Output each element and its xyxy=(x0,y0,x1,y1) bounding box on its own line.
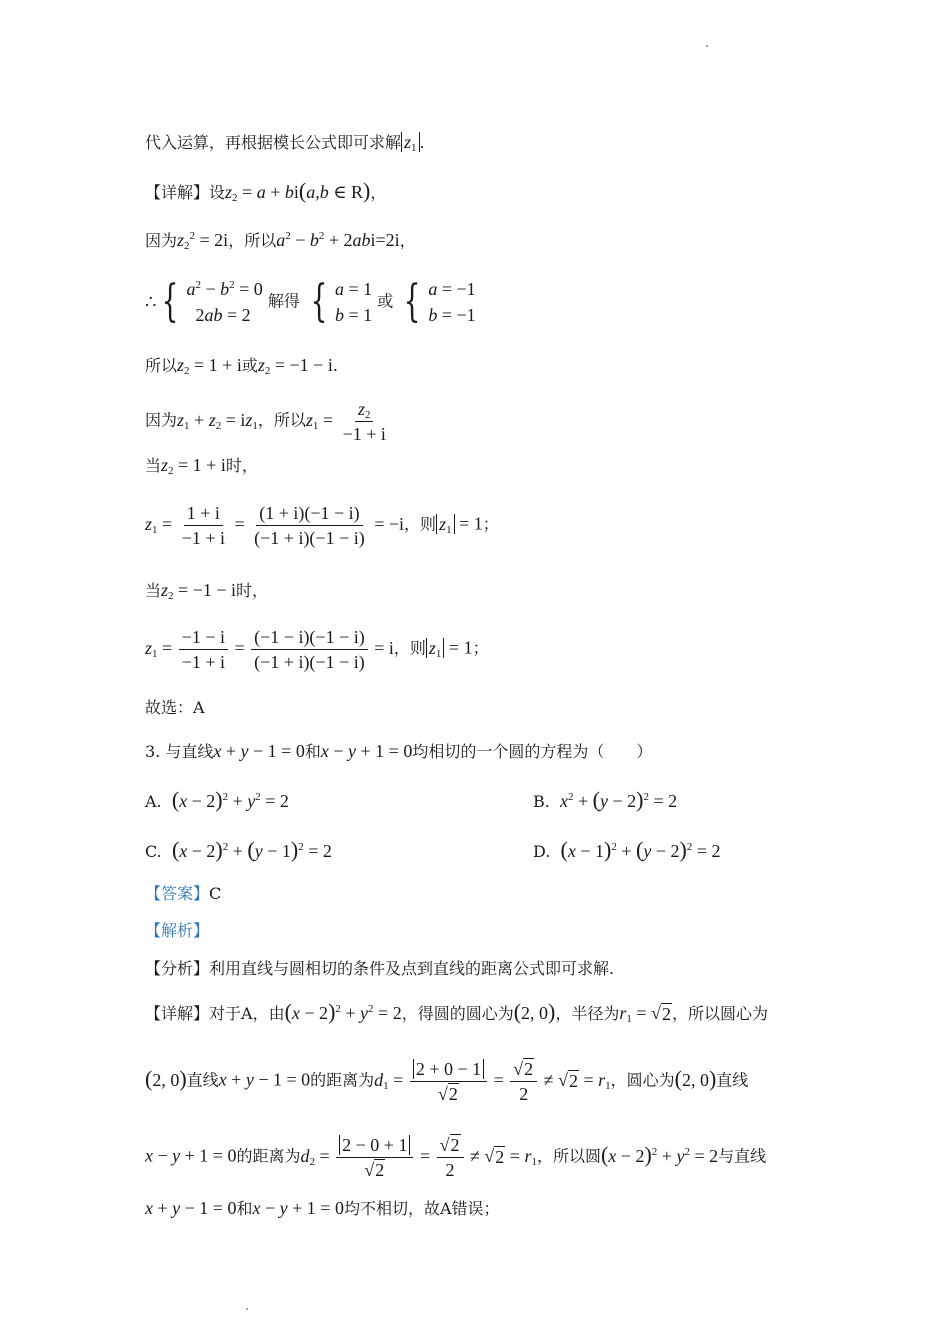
text-line-9: 当$z_2 = -1 - i$时， xyxy=(145,580,269,602)
text-line-1: 代入运算，再根据模长公式即可求解 $z_1$ . xyxy=(145,132,425,154)
option-label: A. xyxy=(145,792,162,811)
math-abs-z1: $z_1$ xyxy=(401,132,420,152)
answer-select-line: 故选：A xyxy=(145,698,205,717)
page-mark-bottom xyxy=(246,1308,248,1310)
page-mark-top xyxy=(706,45,708,47)
answer-line xyxy=(145,884,221,904)
detail-line-2: (2, 0)直线x + y − 1 = 0的距离为$d_1$ = 2 + 0 − 1 √ 2 = √ 2 2 ≠ √ 2 = $r_1$，圆心为(2, 0)直线 xyxy=(145,1059,749,1104)
line-text: ，所以 xyxy=(228,231,277,250)
fenxi-line xyxy=(145,959,614,979)
line-text: 因为 xyxy=(145,231,178,250)
line-text: 或 xyxy=(241,356,258,375)
line-text: 均相切的一个圆的方程为（ ） xyxy=(412,742,653,761)
text-line-10: $z_1$ = $\frac{-1 - i}{-1 + i}$ = $\frac{(-1 - i)(-1 - i)}{(-1 + i)(-1 - i)}$ = i，则 $z_1 = 1$； xyxy=(145,627,489,672)
solution-system-1: { a = 1 b = 1 xyxy=(310,276,373,327)
option-label: D. xyxy=(533,842,551,861)
text-line-2: 【详解】设$z_2 = a + bi(a,b$ ∈ R)， xyxy=(145,178,387,204)
line-text: ，所以 xyxy=(257,410,306,430)
text-line-3: 因为$z_2^2 = 2i$，所以$a^2 - b^2 + 2abi=2i$， xyxy=(145,230,416,252)
option-c: C. $(x - 2)^2 + (y - 1)^2 = 2$ xyxy=(145,837,332,862)
analysis-tag: 【解析】 xyxy=(145,921,210,940)
option-a: A. $(x - 2)^2 + y^2 = 2$ xyxy=(145,787,289,812)
math-expansion: $a^2 - b^2 + 2abi=2i$ xyxy=(276,230,400,250)
option-b: B. $x^2 + (y - 2)^2 = 2$ xyxy=(533,787,678,812)
equation-system: ∴ { $a^2 - b^2 = 0$ 2ab = 2 xyxy=(145,276,263,327)
option-label: B. xyxy=(533,792,550,811)
text-line-4 xyxy=(145,276,476,328)
line-text: 解得 xyxy=(267,291,300,311)
line-text: 因为 xyxy=(145,410,178,430)
line-text: 所以 xyxy=(145,356,178,375)
text-line-6: 因为$z_1 + z_2 = iz_1$，所以$z_1$ = $\frac{z_2}{-1 + i}$ xyxy=(145,399,386,444)
line-text: ，则 xyxy=(404,514,437,534)
line-text: 或 xyxy=(377,291,394,311)
option-label: C. xyxy=(145,842,162,861)
line-text: 代入运算，再根据模长公式即可求解 xyxy=(145,133,402,152)
question-number: 3. xyxy=(145,742,161,761)
detail-tag: 【详解】 xyxy=(145,1004,210,1023)
answer-value: C xyxy=(209,884,222,903)
line-text: ，则 xyxy=(393,638,426,658)
answer-tag: 【答案】 xyxy=(145,884,210,903)
fenxi-text: 利用直线与圆相切的条件及点到直线的距离公式即可求解. xyxy=(209,959,615,978)
detail-line-1: 【详解】对于A，由$(x - 2)^2 + y^2 = 2$，得圆的圆心为(2, 0)，半径为$r_1$ = √ 2 ，所以圆心为 xyxy=(145,999,768,1025)
line-text: 时， xyxy=(225,456,258,475)
line-text: 当 xyxy=(145,456,162,475)
line-text: 和 xyxy=(304,742,321,761)
line-text: 时， xyxy=(236,581,269,600)
detail-tag: 【详解】设 xyxy=(145,183,226,202)
text-line-5: 所以$z_2 = 1 + i$或$z_2 = -1 - i$. xyxy=(145,355,338,377)
line-text: 与直线 xyxy=(165,742,214,761)
math-z2-squared: $z_2^2 = 2i$ xyxy=(177,230,229,252)
question-3-stem: 3. 与直线x + y − 1 = 0和x − y + 1 = 0均相切的一个圆的方程为（ ） xyxy=(145,741,653,761)
option-d: D. $(x - 1)^2 + (y - 2)^2 = 2$ xyxy=(533,837,721,862)
detail-line-3: x − y + 1 = 0的距离为$d_2$ = 2 − 0 + 1 √ 2 = √ 2 2 ≠ √ 2 = $r_1$，所以圆$(x - 2)^2 + y^2 = 2$与直线 xyxy=(145,1135,767,1180)
line-text: 当 xyxy=(145,581,162,600)
fenxi-tag: 【分析】 xyxy=(145,959,210,978)
text-line-7: 当$z_2 = 1 + i$时， xyxy=(145,455,258,477)
detail-line-4: x + y − 1 = 0和x − y + 1 = 0均不相切，故A错误； xyxy=(145,1198,500,1218)
math-z2-def: $z_2 = a + bi(a,b$ ∈ R) xyxy=(225,178,371,204)
text-line-8: $z_1$ = $\frac{1 + i}{-1 + i}$ = $\frac{(1 + i)(-1 - i)}{(-1 + i)(-1 - i)}$ = −i，则 $z_1 = 1$； xyxy=(145,503,499,548)
solution-system-2: { a = −1 b = −1 xyxy=(403,276,476,327)
